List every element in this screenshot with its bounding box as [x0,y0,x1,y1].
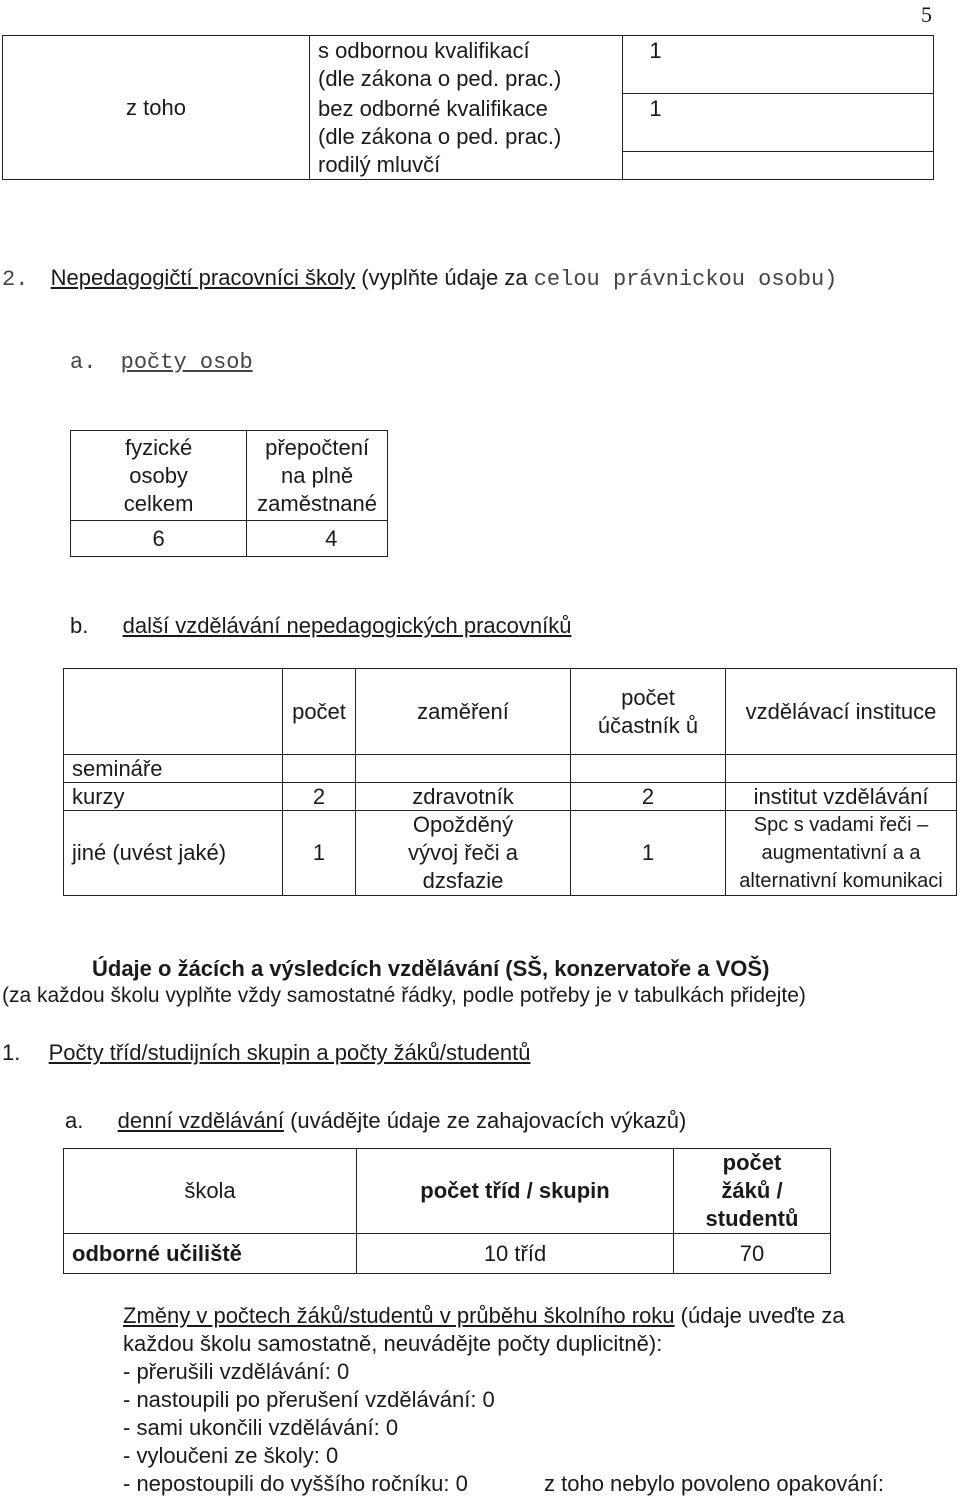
pupils-section-1-heading [2,1040,530,1066]
group-label: z toho [126,94,186,120]
value-full-time-equivalent: 4 [247,521,388,557]
training-institution: Spc s vadami řeči – augmentativní a a alternativní komunikaci [726,811,957,896]
training-type-seminars: semináře [64,755,283,783]
unqualified-label-line2: (dle zákona o ped. prac.) [318,123,562,149]
section-2-note-end: celou právnickou osobu) [533,267,838,292]
training-header-empty [64,669,283,755]
training-header-focus: zaměření [356,669,571,755]
training-type-courses: kurzy [64,783,283,811]
pupils-section-1a-title: denní vzdělávání [117,1108,284,1133]
changes-item-terminated: - sami ukončili vzdělávání: 0 [123,1415,399,1440]
training-header-institution: vzdělávací instituce [726,669,957,755]
training-row [64,755,957,783]
qualified-label-cell [310,36,623,94]
training-row [64,811,957,896]
training-institution: institut vzdělávání [726,783,957,811]
training-type-other: jiné (uvést jaké) [64,811,283,896]
training-participants: 2 [571,783,726,811]
section-2b-heading [70,613,571,639]
section-2-note-start: (vyplňte údaje za [361,265,528,290]
value-physical-persons: 6 [71,521,247,557]
qualified-label-line1: s odbornou kvalifikací [318,37,530,63]
changes-item-interrupted: - přerušili vzdělávání: 0 [123,1359,350,1384]
unqualified-label-line1: bez odborné kvalifikace [318,95,548,121]
section-2-number: 2. [2,267,29,292]
classes-school-name: odborné učiliště [64,1234,357,1274]
changes-heading [123,1303,845,1329]
classes-table [63,1148,831,1274]
section-2-heading [2,265,837,292]
unqualified-label-cell [310,94,623,152]
group-label-cell [3,36,310,180]
training-row [64,783,957,811]
section-2a-title: počty osob [120,350,253,375]
pupils-section-1-number: 1. [2,1040,21,1065]
classes-count-value: 10 tříd [357,1234,674,1274]
changes-item-not-promoted: - nepostoupili do vyššího ročníku: 0 [123,1471,468,1496]
training-participants: 1 [571,811,726,896]
changes-note-line2: každou školu samostatně, neuvádějte počty duplicitně): [123,1331,663,1356]
unqualified-value: 1 [649,96,662,121]
classes-header-students: počet žáků / studentů [674,1149,831,1234]
training-focus: Opožděný vývoj řeči a dzsfazie [356,811,571,896]
training-count: 2 [283,783,356,811]
pupils-subheading: (za každou školu vyplňte vždy samostatné řádky, podle potřeby je v tabulkách přidejte) [2,984,806,1007]
changes-note-line1: (údaje uveďte za [680,1303,845,1328]
training-focus: zdravotník [356,783,571,811]
classes-students-value: 70 [674,1234,831,1274]
pupils-section-1a-letter: a. [65,1108,84,1133]
section-2b-letter: b. [70,613,89,638]
changes-title: Změny v počtech žáků/studentů v průběhu školního roku [123,1303,675,1328]
section-2a-letter: a. [70,350,97,375]
native-speaker-label-cell [310,152,623,180]
section-2b-title: další vzdělávání nepedagogických pracovníků [122,613,572,638]
section-2-title: Nepedagogičtí pracovníci školy [50,265,356,290]
page-number: 5 [921,2,932,27]
qualified-value: 1 [649,38,662,63]
training-header-count: počet [283,669,356,755]
staff-qualification-table [2,35,934,180]
table-row [64,1234,831,1274]
staff-training-table [63,668,957,896]
changes-item-resumed: - nastoupili po přerušení vzdělávání: 0 [123,1387,495,1412]
qualified-label-line2: (dle zákona o ped. prac.) [318,65,562,91]
changes-item-expelled: - vyloučeni ze školy: 0 [123,1443,339,1468]
native-speaker-value-cell [623,152,934,180]
header-physical-persons: fyzické osoby celkem [71,431,247,521]
classes-header-count: počet tříd / skupin [357,1149,674,1234]
classes-header-school: škola [64,1149,357,1234]
training-header-participants: počet účastník ů [571,669,726,755]
qualified-value-cell [623,36,934,94]
header-full-time-equivalent: přepočtení na plně zaměstnané [247,431,388,521]
training-count: 1 [283,811,356,896]
unqualified-value-cell [623,94,934,152]
pupils-heading: Údaje o žácích a výsledcích vzdělávání (SŠ, konzervatoře a VOŠ) [92,956,770,981]
native-speaker-label: rodilý mluvčí [318,152,441,178]
staff-count-table [70,430,388,557]
pupils-section-1a-note: (uvádějte údaje ze zahajovacích výkazů) [290,1108,687,1133]
changes-extra-note: z toho nebylo povoleno opakování: [544,1471,885,1496]
section-2a-heading [70,348,253,375]
pupils-section-1a-heading [65,1108,686,1134]
pupils-section-1-title: Počty tříd/studijních skupin a počty žáků/studentů [48,1040,531,1065]
